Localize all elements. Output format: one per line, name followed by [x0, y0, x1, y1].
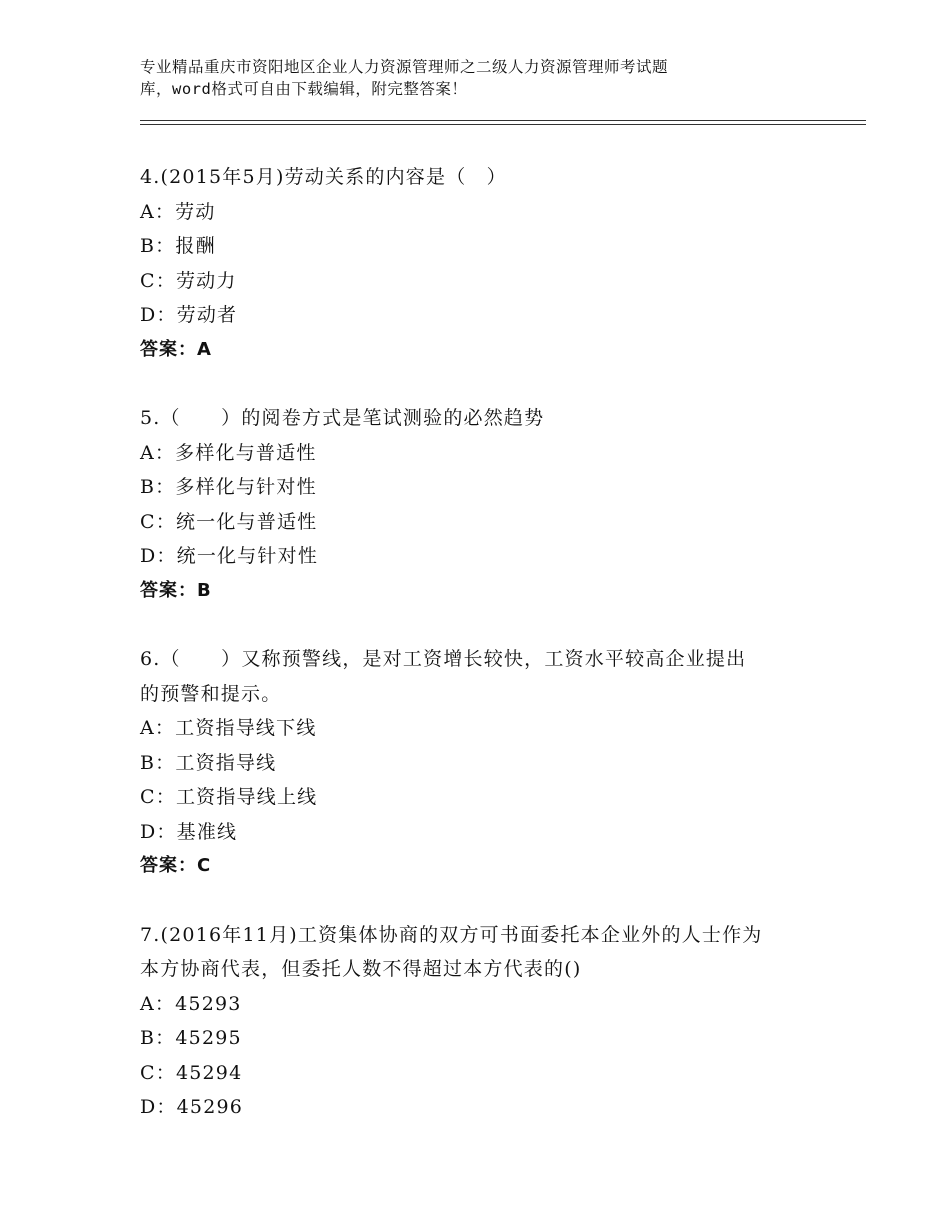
question-text: 7.(2016年11月)工资集体协商的双方可书面委托本企业外的人士作为: [140, 923, 763, 946]
answer-option: B：工资指导线: [140, 751, 277, 774]
question-block: [140, 401, 830, 608]
answer-option: A：劳动: [140, 200, 216, 223]
answer-key: 答案：A: [140, 338, 212, 360]
header-divider-top: [140, 120, 866, 121]
answer-option: B：45295: [140, 1027, 242, 1049]
answer-option: B：多样化与针对性: [140, 476, 317, 498]
answer-option: D：基准线: [140, 820, 238, 843]
question-text: 5.（ ）的阅卷方式是笔试测验的必然趋势: [140, 407, 545, 429]
question-text: 本方协商代表，但委托人数不得超过本方代表的(): [140, 958, 582, 980]
answer-option: A：多样化与普适性: [140, 441, 317, 464]
answer-option: D：45296: [140, 1096, 244, 1118]
answer-key: 答案：C: [140, 855, 212, 876]
question-block: [140, 160, 830, 367]
answer-option: A：45293: [140, 992, 242, 1015]
answer-option: A：工资指导线下线: [140, 717, 317, 739]
question-text: 的预警和提示。: [140, 682, 282, 705]
answer-option: C：工资指导线上线: [140, 786, 318, 808]
question-block: [140, 918, 830, 1125]
header-line-1: 专业精品重庆市资阳地区企业人力资源管理师之二级人力资源管理师考试题: [140, 58, 669, 76]
answer-option: D：劳动者: [140, 304, 238, 326]
question-text: 6.（ ）又称预警线，是对工资增长较快，工资水平较高企业提出: [140, 648, 747, 670]
answer-key: 答案：B: [140, 579, 212, 601]
answer-option: D：统一化与针对性: [140, 545, 319, 567]
question-list: [140, 160, 830, 1159]
answer-option: C：统一化与普适性: [140, 510, 318, 533]
answer-option: C：劳动力: [140, 269, 237, 292]
question-block: [140, 642, 830, 884]
question-text: 4.(2015年5月)劳动关系的内容是（ ）: [140, 166, 507, 188]
header-divider-bottom: [140, 124, 866, 125]
header-line-2: 库，word格式可自由下载编辑，附完整答案！: [140, 80, 468, 98]
answer-option: B：报酬: [140, 235, 216, 257]
answer-option: C：45294: [140, 1061, 243, 1084]
document-header: [140, 56, 780, 100]
